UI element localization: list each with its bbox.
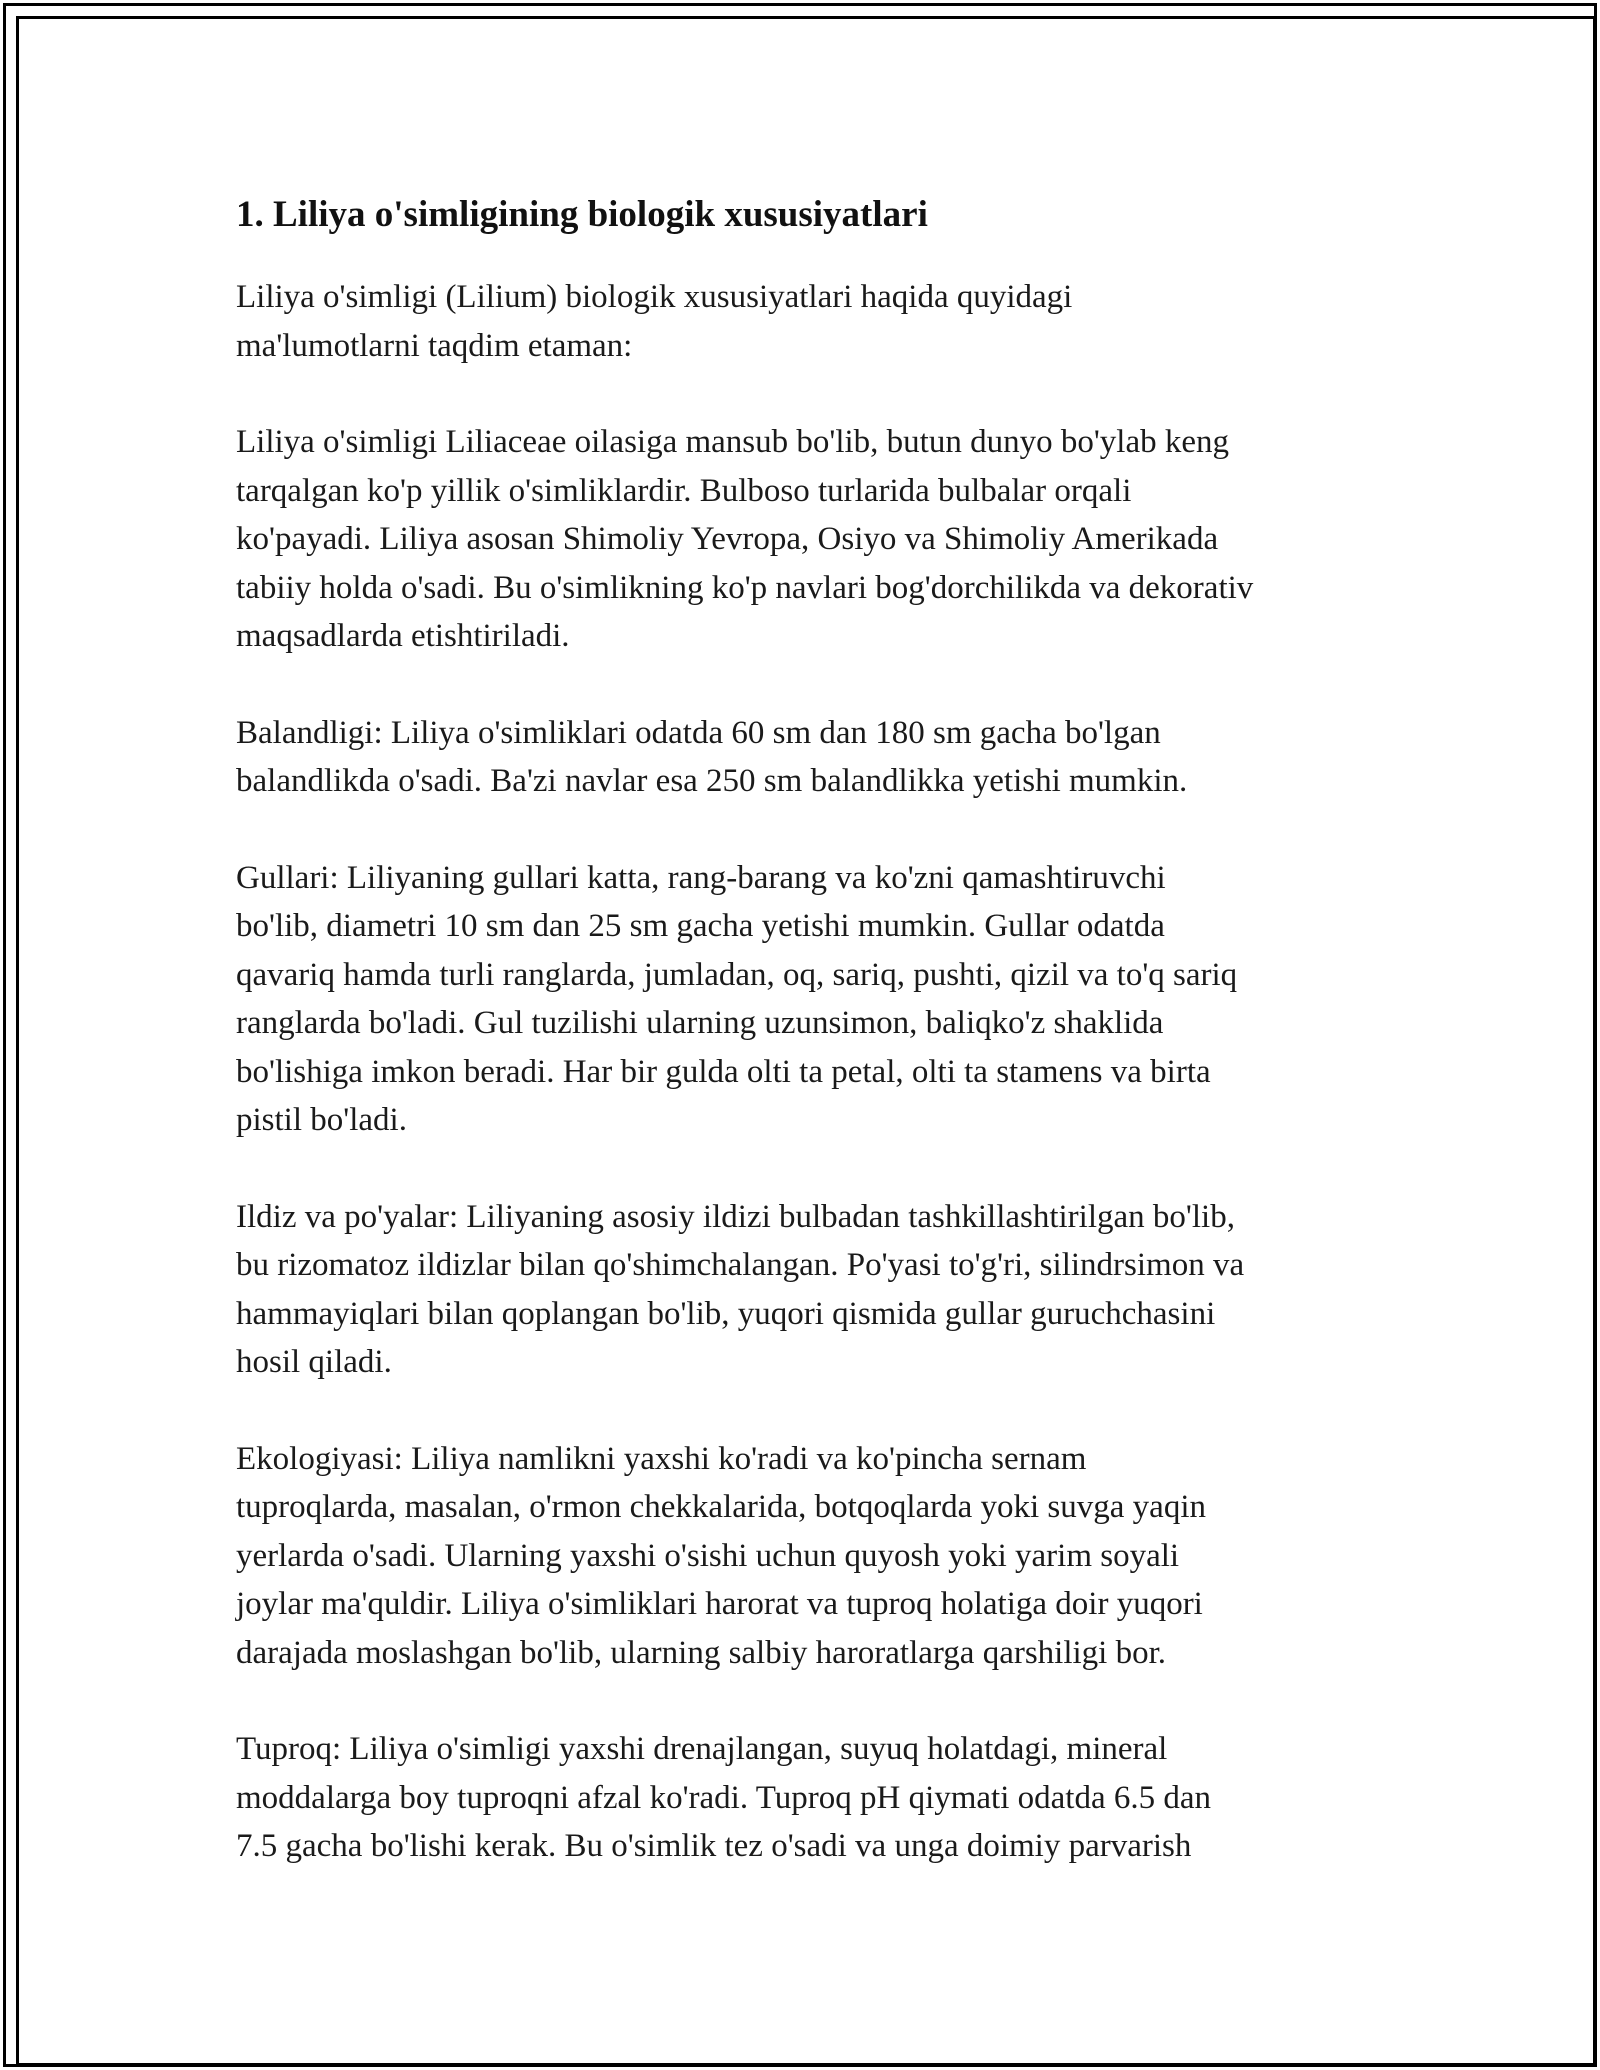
paragraph [236,1435,1376,1678]
paragraph-line: 7.5 gacha bo'lishi kerak. Bu o'simlik tez o'sadi va unga doimiy parvarish [236,1828,1192,1864]
paragraph-line: Liliya o'simligi Liliaceae oilasiga mansub bo'lib, butun dunyo bo'ylab keng [236,424,1229,460]
paragraph-line: hammayiqlari bilan qoplangan bo'lib, yuqori qismida gullar guruchchasini [236,1295,1216,1332]
paragraph-line: Gullari: Liliyaning gullari katta, rang-barang va ko'zni qamashtiruvchi [236,859,1166,896]
paragraph-line: tuproqlarda, masalan, o'rmon chekkalarida, botqoqlarda yoki suvga yaqin [236,1489,1206,1525]
paragraph-line: ko'payadi. Liliya asosan Shimoliy Yevropa, Osiyo va Shimoliy Amerikada [236,521,1219,557]
paragraph-line: qavariq hamda turli ranglarda, jumladan, oq, sariq, pushti, qizil va to'q sariq [236,956,1238,993]
paragraph [236,1725,1376,1871]
paragraph [236,854,1376,1145]
paragraph [236,1193,1376,1387]
paragraph-line: tabiiy holda o'sadi. Bu o'simlikning ko'p navlari bog'dorchilikda va dekorativ [236,569,1254,606]
paragraph-line: tarqalgan ko'p yillik o'simliklardir. Bulboso turlarida bulbalar orqali [236,472,1132,509]
paragraph-line: joylar ma'quldir. Liliya o'simliklari harorat va tuproq holatiga doir yuqori [236,1586,1203,1622]
paragraph-line: Liliya o'simligi (Lilium) biologik xususiyatlari haqida quyidagi [236,279,1073,315]
paragraph-line: yerlarda o'sadi. Ularning yaxshi o'sishi uchun quyosh yoki yarim soyali [236,1537,1180,1574]
paragraph-line: balandlikda o'sadi. Ba'zi navlar esa 250 sm balandlikka yetishi mumkin. [236,763,1188,799]
paragraph-list [236,273,1376,1871]
paragraph-line: moddalarga boy tuproqni afzal ko'radi. Tuproq pH qiymati odatda 6.5 dan [236,1779,1211,1816]
paragraph-line: pistil bo'ladi. [236,1102,407,1138]
document-body [236,183,1376,1919]
paragraph-line: darajada moslashgan bo'lib, ularning salbiy haroratlarga qarshiligi bor. [236,1634,1167,1671]
paragraph-line: Tuproq: Liliya o'simligi yaxshi drenajlangan, suyuq holatdagi, mineral [236,1731,1168,1767]
paragraph-line: Ildiz va po'yalar: Liliyaning asosiy ildizi bulbadan tashkillashtirilgan bo'lib, [236,1198,1235,1235]
paragraph-line: ranglarda bo'ladi. Gul tuzilishi ularning uzunsimon, baliqko'z shaklida [236,1005,1164,1041]
paragraph-line: hosil qiladi. [236,1344,392,1380]
document-title: 1. Liliya o'simligining biologik xususiyatlari [236,194,928,235]
paragraph-line: Ekologiyasi: Liliya namlikni yaxshi ko'radi va ko'pincha sernam [236,1440,1087,1477]
paragraph-line: Balandligi: Liliya o'simliklari odatda 60 sm dan 180 sm gacha bo'lgan [236,714,1161,751]
paragraph [236,273,1376,370]
paragraph-line: bo'lib, diametri 10 sm dan 25 sm gacha yetishi mumkin. Gullar odatda [236,908,1165,944]
paragraph-line: ma'lumotlarni taqdim etaman: [236,327,633,364]
paragraph-line: bo'lishiga imkon beradi. Har bir gulda olti ta petal, olti ta stamens va birta [236,1053,1211,1090]
paragraph [236,418,1376,661]
paragraph [236,709,1376,806]
paragraph-line: bu rizomatoz ildizlar bilan qo'shimchalangan. Po'yasi to'g'ri, silindrsimon va [236,1247,1245,1283]
paragraph-line: maqsadlarda etishtiriladi. [236,618,570,654]
